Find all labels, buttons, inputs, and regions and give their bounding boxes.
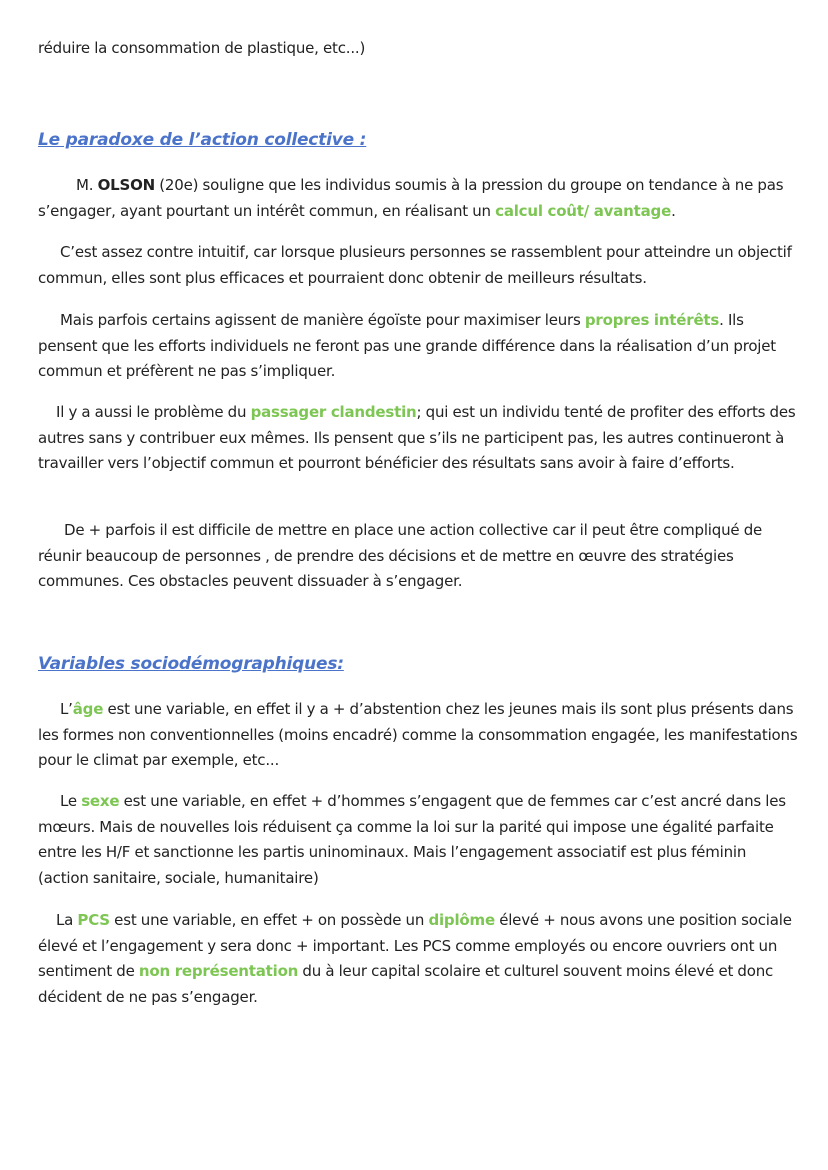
age-post: est une variable, en effet il y a + d’abstention chez les jeunes mais ils sont plus présents dans les formes non conventionnelles (moins encadré) comme la consommation engagée, les manifestations pour le climat par exemple, etc... <box>38 700 798 769</box>
obstacles-text: De + parfois il est difficile de mettre en place une action collective car il peut être compliqué de réunir beaucoup de personnes , de prendre des décisions et de mettre en œuvre des stratégies communes. Ces obstacles peuvent dissuader à s’engager. <box>38 521 763 590</box>
paragraph-free-rider <box>38 400 798 477</box>
intro-text: réduire la consommation de plastique, etc...) <box>38 39 366 57</box>
pcs-mid1: est une variable, en effet + on possède un <box>109 911 429 929</box>
pcs-post: du à leur capital scolaire et culturel souvent moins élevé et donc décident de ne pas s’engager. <box>38 962 774 1006</box>
intro-line <box>38 36 798 62</box>
section-heading-sociodemographic: Variables sociodémographiques: <box>38 654 344 674</box>
highlight-pcs: PCS <box>77 911 110 929</box>
sexe-post: est une variable, en effet + d’hommes s’engagent que de femmes car c’est ancré dans les mœurs. Mais de nouvelles lois réduisent ça comme la loi sur la parité qui impose une égalité parfaite entre les H/F et sanctionne les partis uninominaux. Mais l’engagement associatif est plus féminin (action sanitaire, sociale, humanitaire) <box>38 792 786 887</box>
highlight-diplome: diplôme <box>428 911 495 929</box>
highlight-age: âge <box>72 700 104 718</box>
paragraph-selfish <box>38 308 798 385</box>
counterintuitive-text: C’est assez contre intuitif, car lorsque plusieurs personnes se rassemblent pour atteindre un objectif commun, elles sont plus efficaces et pourraient donc obtenir de meilleurs résultats. <box>38 243 792 287</box>
sexe-pre: Le <box>60 792 82 810</box>
pcs-mid2: élevé + nous avons une position sociale élevé et l’engagement y sera donc + important. Les PCS comme employés ou encore ouvriers ont un sentiment de <box>38 911 792 980</box>
highlight-sexe: sexe <box>81 792 120 810</box>
olson-post: . <box>671 201 676 220</box>
highlight-non-representation: non représentation <box>138 962 299 980</box>
paragraph-pcs <box>38 908 798 1010</box>
paragraph-sexe <box>38 789 798 891</box>
paragraph-counterintuitive <box>38 240 798 291</box>
paragraph-age <box>38 697 798 774</box>
paragraph-olson <box>38 173 798 224</box>
paragraph-obstacles <box>38 518 798 595</box>
olson-pre: M. <box>76 176 98 194</box>
free-rider-pre: Il y a aussi le problème du <box>56 403 251 421</box>
free-rider-post: ; qui est un individu tenté de profiter des efforts des autres sans y contribuer eux mêmes. Ils pensent que s’ils ne participent pas, les autres continueront à travailler vers l’objectif commun et pourront bénéficier des résultats sans avoir à faire d’efforts. <box>38 403 796 472</box>
section-heading-collective-action: Le paradoxe de l’action collective : <box>38 130 367 150</box>
pcs-pre: La <box>56 911 78 929</box>
olson-mid: (20e) souligne que les individus soumis à la pression du groupe on tendance à ne pas s’engager, ayant pourtant un intérêt commun, en réalisant un <box>38 176 784 220</box>
highlight-propres-interets: propres intérêts <box>584 311 720 329</box>
selfish-pre: Mais parfois certains agissent de manière égoïste pour maximiser leurs <box>60 311 585 329</box>
olson-name: OLSON <box>97 176 155 194</box>
highlight-calcul: calcul coût/ avantage <box>495 201 672 220</box>
selfish-post: . Ils pensent que les efforts individuels ne feront pas une grande différence dans la réalisation d’un projet commun et préfèrent ne pas s’impliquer. <box>38 311 776 380</box>
age-pre: L’ <box>60 700 73 718</box>
highlight-passager-clandestin: passager clandestin <box>250 403 417 421</box>
